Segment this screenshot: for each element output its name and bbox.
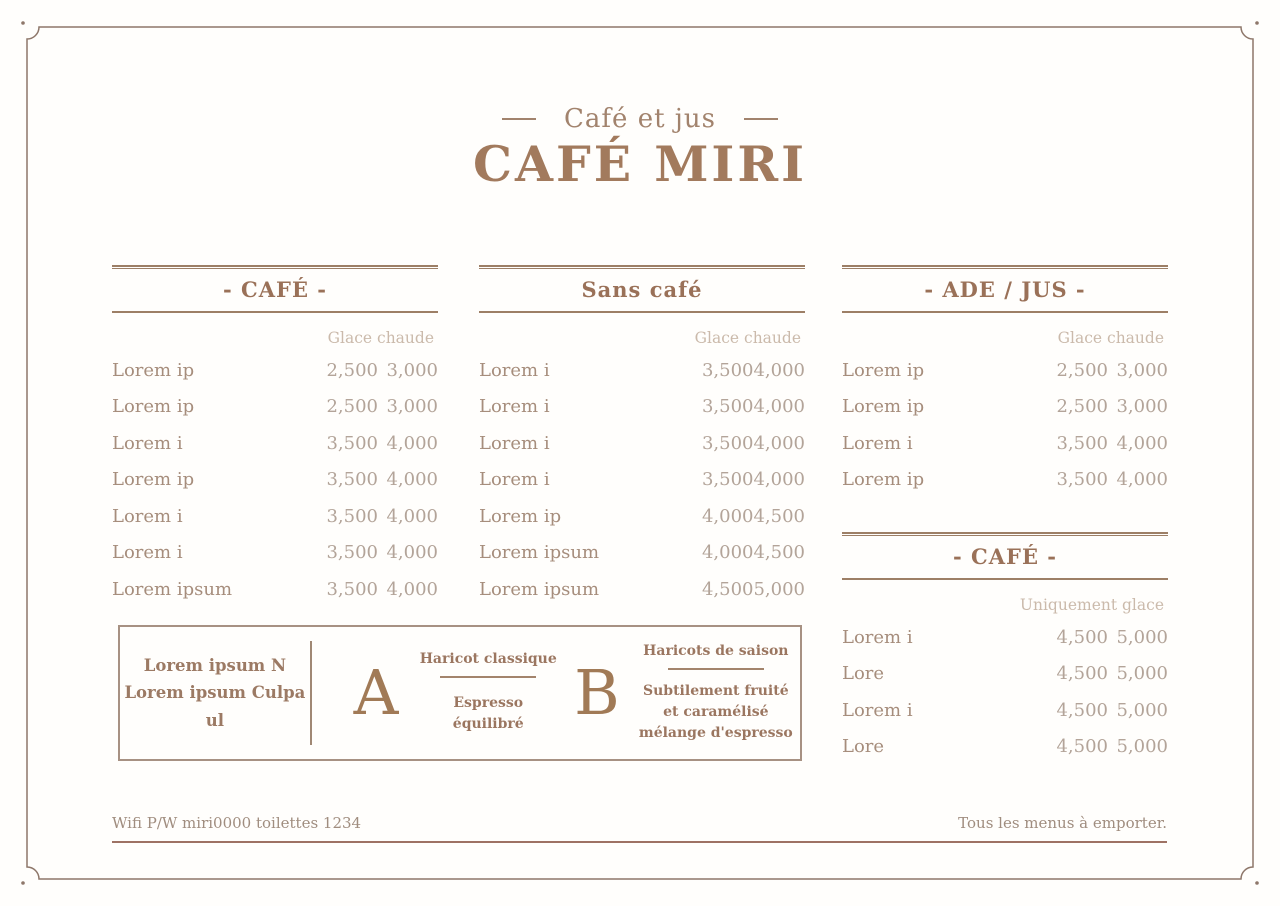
- bean-intro-line1: Lorem ipsum N: [143, 656, 287, 676]
- left-dash-ornament: [502, 118, 536, 120]
- item-name: Lorem ip: [112, 396, 195, 418]
- option-underline: [668, 668, 764, 670]
- item-price-ice: 3,500: [701, 469, 754, 491]
- item-price-ice: 3,500: [326, 432, 378, 454]
- item-price-hot: 4,500: [753, 542, 805, 564]
- item-name: Lorem i: [112, 432, 183, 454]
- subtitle-row: [0, 104, 1280, 134]
- menu-item-row: [842, 729, 1168, 766]
- menu-item-row: [112, 389, 438, 426]
- item-name: Lorem ip: [842, 396, 925, 418]
- item-price-hot: 4,000: [753, 432, 805, 454]
- item-price-hot: 4,000: [386, 578, 438, 600]
- menu-item-row: [112, 571, 438, 608]
- menu-item-row: [112, 498, 438, 535]
- item-price-hot: 5,000: [753, 578, 805, 600]
- menu-item-list: [842, 619, 1168, 765]
- item-price-ice: 2,500: [1056, 359, 1108, 381]
- bean-option-b-description-line3: mélange d'espresso: [638, 724, 793, 741]
- section-title-sans-cafe: Sans café: [581, 277, 703, 302]
- right-dash-ornament: [744, 118, 778, 120]
- item-name: Lorem i: [479, 396, 550, 418]
- menu-item-row: [842, 462, 1168, 499]
- bean-option-b-title: Haricots de saison: [643, 642, 789, 659]
- item-name: Lorem ip: [842, 469, 925, 491]
- item-price-hot: 5,000: [1116, 699, 1168, 721]
- item-price-ice: 3,500: [326, 578, 378, 600]
- menu-item-row: [842, 619, 1168, 656]
- bean-option-a-title: Haricot classique: [419, 651, 557, 667]
- option-underline: [440, 676, 536, 678]
- item-name: Lorem ipsum: [479, 578, 600, 600]
- section-title-cafe: - CAFÉ -: [223, 277, 327, 302]
- column-ade-jus: [842, 265, 1168, 765]
- bean-option-letter-b: B: [574, 656, 620, 729]
- item-name: Lore: [842, 663, 885, 685]
- item-price-hot: 4,000: [386, 432, 438, 454]
- item-name: Lorem ip: [479, 505, 562, 527]
- price-column-label: Glace chaude: [327, 329, 434, 347]
- menu-item-row: [112, 535, 438, 572]
- menu-item-row: [479, 425, 805, 462]
- menu-item-row: [479, 389, 805, 426]
- item-price-ice: 3,500: [1056, 432, 1108, 454]
- menu-item-list: [842, 352, 1168, 498]
- item-price-ice: 3,500: [326, 542, 378, 564]
- cafe-brand-title: CAFÉ MIRI: [472, 135, 807, 193]
- item-price-hot: 4,000: [1116, 432, 1168, 454]
- item-price-hot: 5,000: [1116, 626, 1168, 648]
- item-name: Lorem i: [479, 359, 550, 381]
- item-name: Lorem i: [842, 432, 913, 454]
- section-title-cafe-glace: - CAFÉ -: [953, 544, 1057, 569]
- item-price-ice: 3,500: [701, 432, 754, 454]
- menu-item-row: [842, 389, 1168, 426]
- item-price-ice: 4,500: [1056, 626, 1108, 648]
- item-price-ice: 4,500: [1056, 663, 1108, 685]
- section-title-ade-jus: - ADE / JUS -: [924, 277, 1086, 302]
- item-price-hot: 4,000: [753, 469, 805, 491]
- item-price-ice: 4,000: [701, 542, 754, 564]
- item-price-hot: 3,000: [1116, 396, 1168, 418]
- bean-option-b: [632, 643, 800, 744]
- item-name: Lore: [842, 736, 885, 758]
- menu-item-list: [479, 352, 805, 608]
- menu-item-row: [479, 462, 805, 499]
- item-name: Lorem ipsum: [112, 578, 233, 600]
- bean-intro-line2: Lorem ipsum Culpa ul: [124, 683, 306, 730]
- item-price-ice: 3,500: [701, 396, 754, 418]
- item-name: Lorem ip: [112, 359, 195, 381]
- wifi-info-text: Wifi P/W miri0000 toilettes 1234: [112, 814, 362, 832]
- item-name: Lorem i: [842, 699, 913, 721]
- column-sans-cafe: [479, 265, 805, 608]
- item-name: Lorem ipsum: [479, 542, 600, 564]
- item-price-hot: 3,000: [1116, 359, 1168, 381]
- menu-header: [0, 104, 1280, 193]
- item-price-hot: 3,000: [386, 396, 438, 418]
- item-name: Lorem i: [479, 469, 550, 491]
- item-price-hot: 3,000: [386, 359, 438, 381]
- item-name: Lorem ip: [112, 469, 195, 491]
- price-column-label: Glace chaude: [1057, 329, 1164, 347]
- menu-item-row: [479, 498, 805, 535]
- item-price-hot: 5,000: [1116, 663, 1168, 685]
- item-price-ice: 3,500: [1056, 469, 1108, 491]
- bean-option-letter-a: A: [353, 656, 399, 729]
- menu-item-row: [112, 425, 438, 462]
- bean-option-b-description-line1: Subtilement fruité: [643, 682, 789, 699]
- item-price-ice: 3,500: [326, 505, 378, 527]
- item-price-ice: 4,500: [1056, 699, 1108, 721]
- menu-item-row: [479, 535, 805, 572]
- bean-option-a: [418, 651, 558, 735]
- item-price-hot: 4,500: [753, 505, 805, 527]
- price-column-label: Uniquement glace: [1019, 596, 1164, 614]
- item-price-ice: 3,500: [701, 359, 754, 381]
- item-price-ice: 2,500: [1056, 396, 1108, 418]
- item-price-hot: 4,000: [753, 359, 805, 381]
- item-name: Lorem i: [842, 626, 913, 648]
- menu-item-row: [842, 352, 1168, 389]
- menu-footer: [112, 814, 1167, 843]
- item-price-ice: 4,000: [701, 505, 754, 527]
- vertical-divider: [310, 641, 312, 745]
- item-price-ice: 4,500: [1056, 736, 1108, 758]
- menu-item-row: [479, 352, 805, 389]
- item-name: Lorem i: [112, 542, 183, 564]
- item-price-ice: 2,500: [326, 396, 378, 418]
- item-name: Lorem i: [479, 432, 550, 454]
- item-price-hot: 4,000: [386, 469, 438, 491]
- item-name: Lorem i: [112, 505, 183, 527]
- menu-item-row: [842, 692, 1168, 729]
- menu-item-row: [842, 425, 1168, 462]
- menu-item-row: [112, 352, 438, 389]
- menu-item-row: [479, 571, 805, 608]
- item-name: Lorem ip: [842, 359, 925, 381]
- menu-subtitle: Café et jus: [564, 104, 716, 134]
- menu-item-row: [112, 462, 438, 499]
- item-price-ice: 3,500: [326, 469, 378, 491]
- takeaway-note-text: Tous les menus à emporter.: [958, 814, 1167, 832]
- bean-options-intro: [120, 652, 310, 734]
- item-price-ice: 4,500: [701, 578, 754, 600]
- column-cafe: [112, 265, 438, 608]
- bean-option-b-description-line2: et caramélisé: [663, 703, 769, 720]
- bean-options-box: [118, 625, 802, 761]
- price-column-label: Glace chaude: [694, 329, 801, 347]
- item-price-hot: 4,000: [386, 542, 438, 564]
- item-price-hot: 4,000: [753, 396, 805, 418]
- section-cafe-glace: [842, 532, 1168, 765]
- item-price-hot: 4,000: [386, 505, 438, 527]
- menu-item-list: [112, 352, 438, 608]
- item-price-hot: 5,000: [1116, 736, 1168, 758]
- bean-option-a-description: Espresso équilibré: [452, 695, 524, 732]
- item-price-hot: 4,000: [1116, 469, 1168, 491]
- menu-item-row: [842, 656, 1168, 693]
- item-price-ice: 2,500: [326, 359, 378, 381]
